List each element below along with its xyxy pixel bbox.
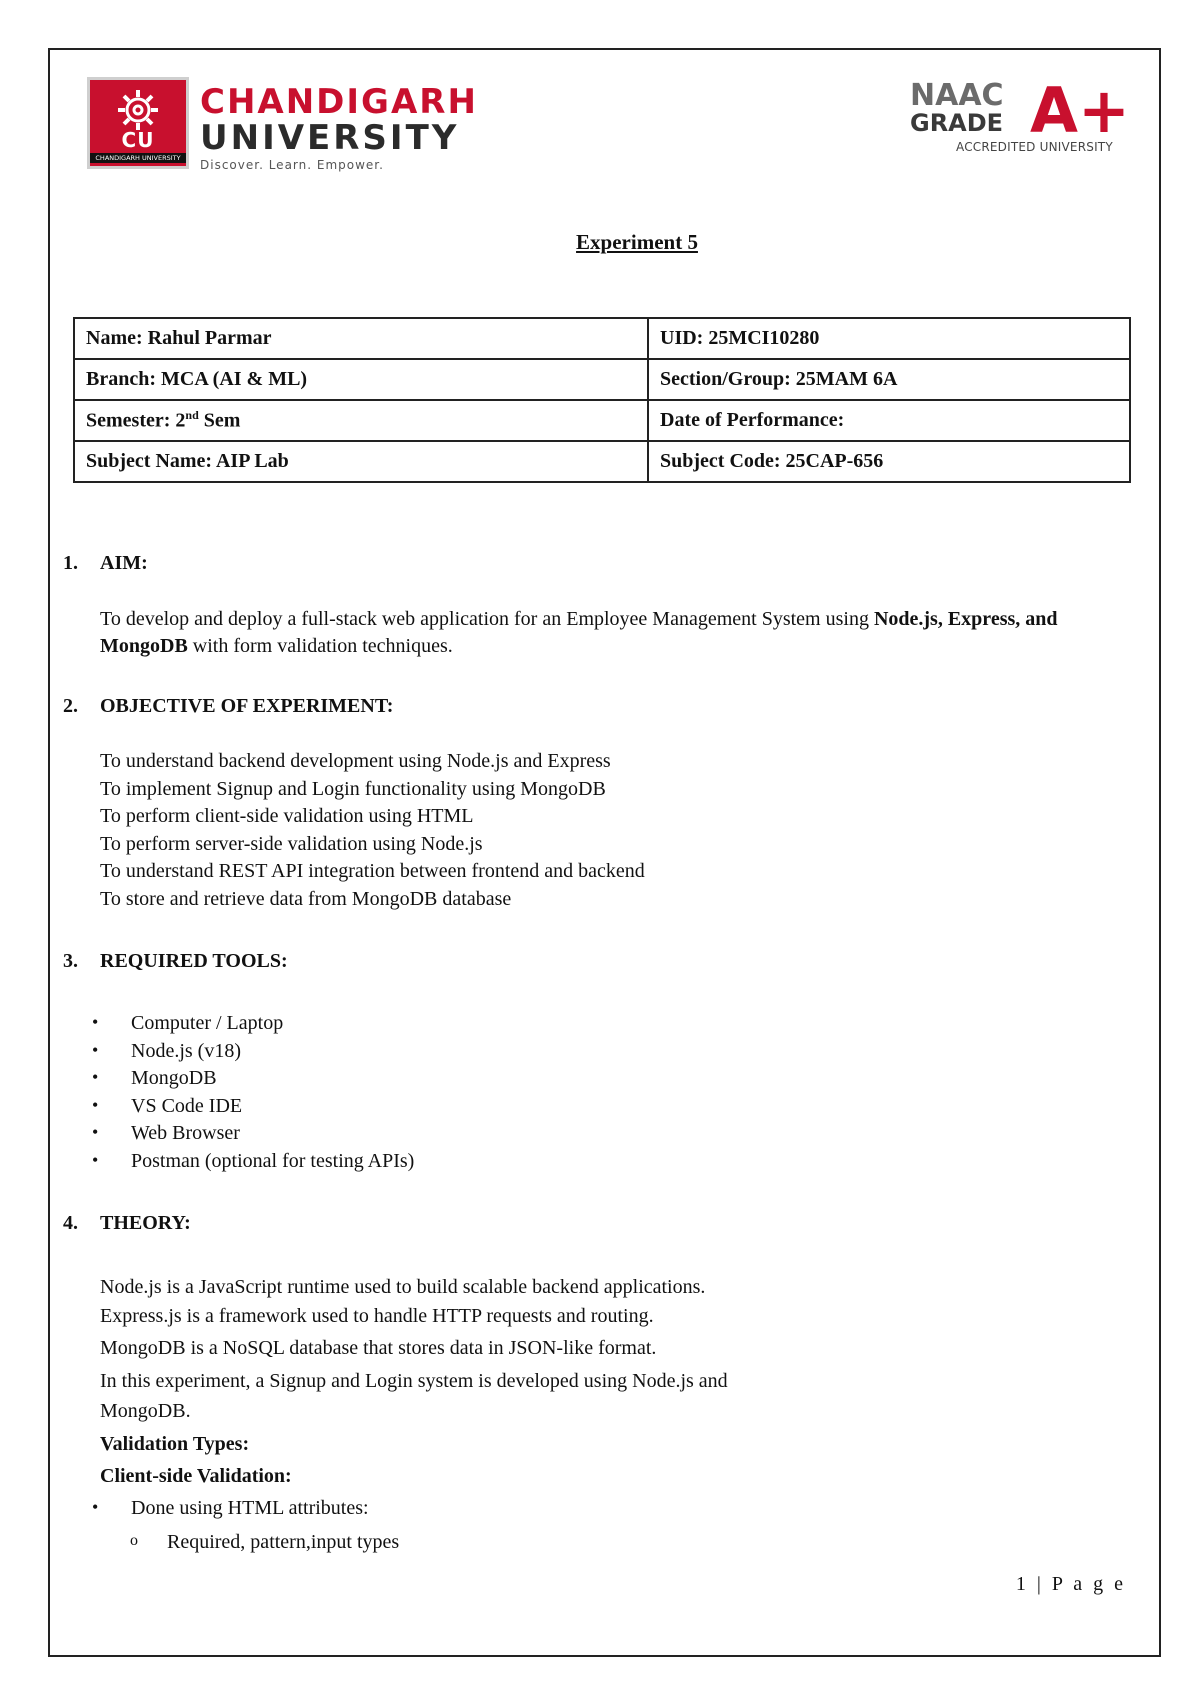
semester-suffix: Sem: [198, 409, 241, 432]
section-title: REQUIRED TOOLS:: [100, 950, 288, 972]
semester-prefix: Semester: 2: [86, 409, 186, 432]
list-item: • Computer / Laptop: [90, 1012, 414, 1040]
page-label: | P a g e: [1028, 1573, 1126, 1595]
table-row: [74, 318, 1130, 359]
subject-code: Subject Code: 25CAP-656: [648, 441, 1130, 482]
university-wordmark: [200, 84, 520, 172]
objective-line: To perform client-side validation using HTML: [100, 805, 474, 827]
university-tagline: Discover. Learn. Empower.: [200, 158, 384, 172]
list-item: • Node.js (v18): [90, 1040, 414, 1068]
theory-line: MongoDB.: [100, 1400, 191, 1422]
naac-word: NAAC: [910, 78, 1004, 113]
grade-word: GRADE: [910, 109, 1004, 137]
section-group: Section/Group: 25MAM 6A: [648, 359, 1130, 400]
naac-badge: [910, 74, 1130, 162]
subject-name: Subject Name: AIP Lab: [74, 441, 648, 482]
section-title: AIM:: [100, 552, 148, 574]
objective-line: To implement Signup and Login functionality using MongoDB: [100, 777, 606, 800]
section-heading-aim: [63, 552, 148, 575]
section-title: OBJECTIVE OF EXPERIMENT:: [100, 695, 394, 717]
section-heading-objective: [63, 695, 393, 718]
table-row: [74, 400, 1130, 441]
branch: Branch: MCA (AI & ML): [74, 359, 648, 400]
objective-line: To understand REST API integration between frontend and backend: [100, 860, 645, 882]
accreditation-text: ACCREDITED UNIVERSITY: [956, 140, 1113, 154]
section-heading-tools: [63, 950, 288, 973]
objective-line: To perform server-side validation using Node.js: [100, 832, 483, 855]
validation-types-heading: Validation Types:: [100, 1433, 250, 1455]
page-footer: [1016, 1573, 1126, 1596]
client-side-heading: Client-side Validation:: [100, 1465, 292, 1487]
sub-list-item: o Required, pattern,input types: [167, 1531, 399, 1554]
aim-text-start: To develop and deploy a full-stack web application for an Employee Management System using: [100, 608, 874, 630]
objective-line: To store and retrieve data from MongoDB database: [100, 887, 512, 910]
table-row: [74, 441, 1130, 482]
section-number: 2.: [63, 695, 78, 717]
tools-list: [90, 1012, 414, 1177]
list-item: • Web Browser: [90, 1122, 414, 1150]
page-number: 1: [1015, 1573, 1029, 1595]
emblem-text: CU: [121, 128, 155, 152]
document-title: Experiment 5: [576, 230, 698, 254]
university-name-line1: CHANDIGARH: [200, 82, 478, 122]
cu-emblem: [90, 80, 186, 166]
theory-line: Node.js is a JavaScript runtime used to build scalable backend applications.: [100, 1276, 706, 1298]
section-number: 4.: [63, 1212, 78, 1234]
section-number: 1.: [63, 552, 78, 574]
university-logo: [90, 80, 520, 170]
section-title: THEORY:: [100, 1212, 191, 1234]
aim-text: [100, 606, 1140, 660]
student-name: Name: Rahul Parmar: [74, 318, 648, 359]
list-item: • Postman (optional for testing APIs): [90, 1150, 414, 1178]
theory-line: In this experiment, a Signup and Login system is developed using Node.js and: [100, 1370, 728, 1392]
list-item: • MongoDB: [90, 1067, 414, 1095]
semester: [74, 400, 648, 441]
list-item: • VS Code IDE: [90, 1095, 414, 1123]
aim-text-end: with form validation techniques.: [187, 635, 453, 657]
section-number: 3.: [63, 950, 78, 972]
date-of-performance: Date of Performance:: [648, 400, 1130, 441]
grade-value: A+: [1030, 74, 1130, 147]
theory-line: Express.js is a framework used to handle HTTP requests and routing.: [100, 1305, 654, 1327]
gear-emblem-icon: [114, 86, 162, 134]
aim-text-bold: Node.js, Express, and MongoDB: [100, 608, 1058, 657]
university-name-line2: UNIVERSITY: [200, 118, 460, 158]
student-uid: UID: 25MCI10280: [648, 318, 1130, 359]
objective-list: [100, 748, 1140, 913]
theory-line: MongoDB is a NoSQL database that stores data in JSON-like format.: [100, 1337, 657, 1359]
table-row: [74, 359, 1130, 400]
client-side-list: [90, 1497, 369, 1525]
emblem-subtext: CHANDIGARH UNIVERSITY: [90, 153, 186, 163]
objective-line: To understand backend development using Node.js and Express: [100, 750, 611, 772]
semester-superscript: nd: [185, 408, 199, 423]
student-info-table: [73, 317, 1131, 483]
section-heading-theory: [63, 1212, 191, 1235]
list-item: • Done using HTML attributes:: [90, 1497, 369, 1525]
